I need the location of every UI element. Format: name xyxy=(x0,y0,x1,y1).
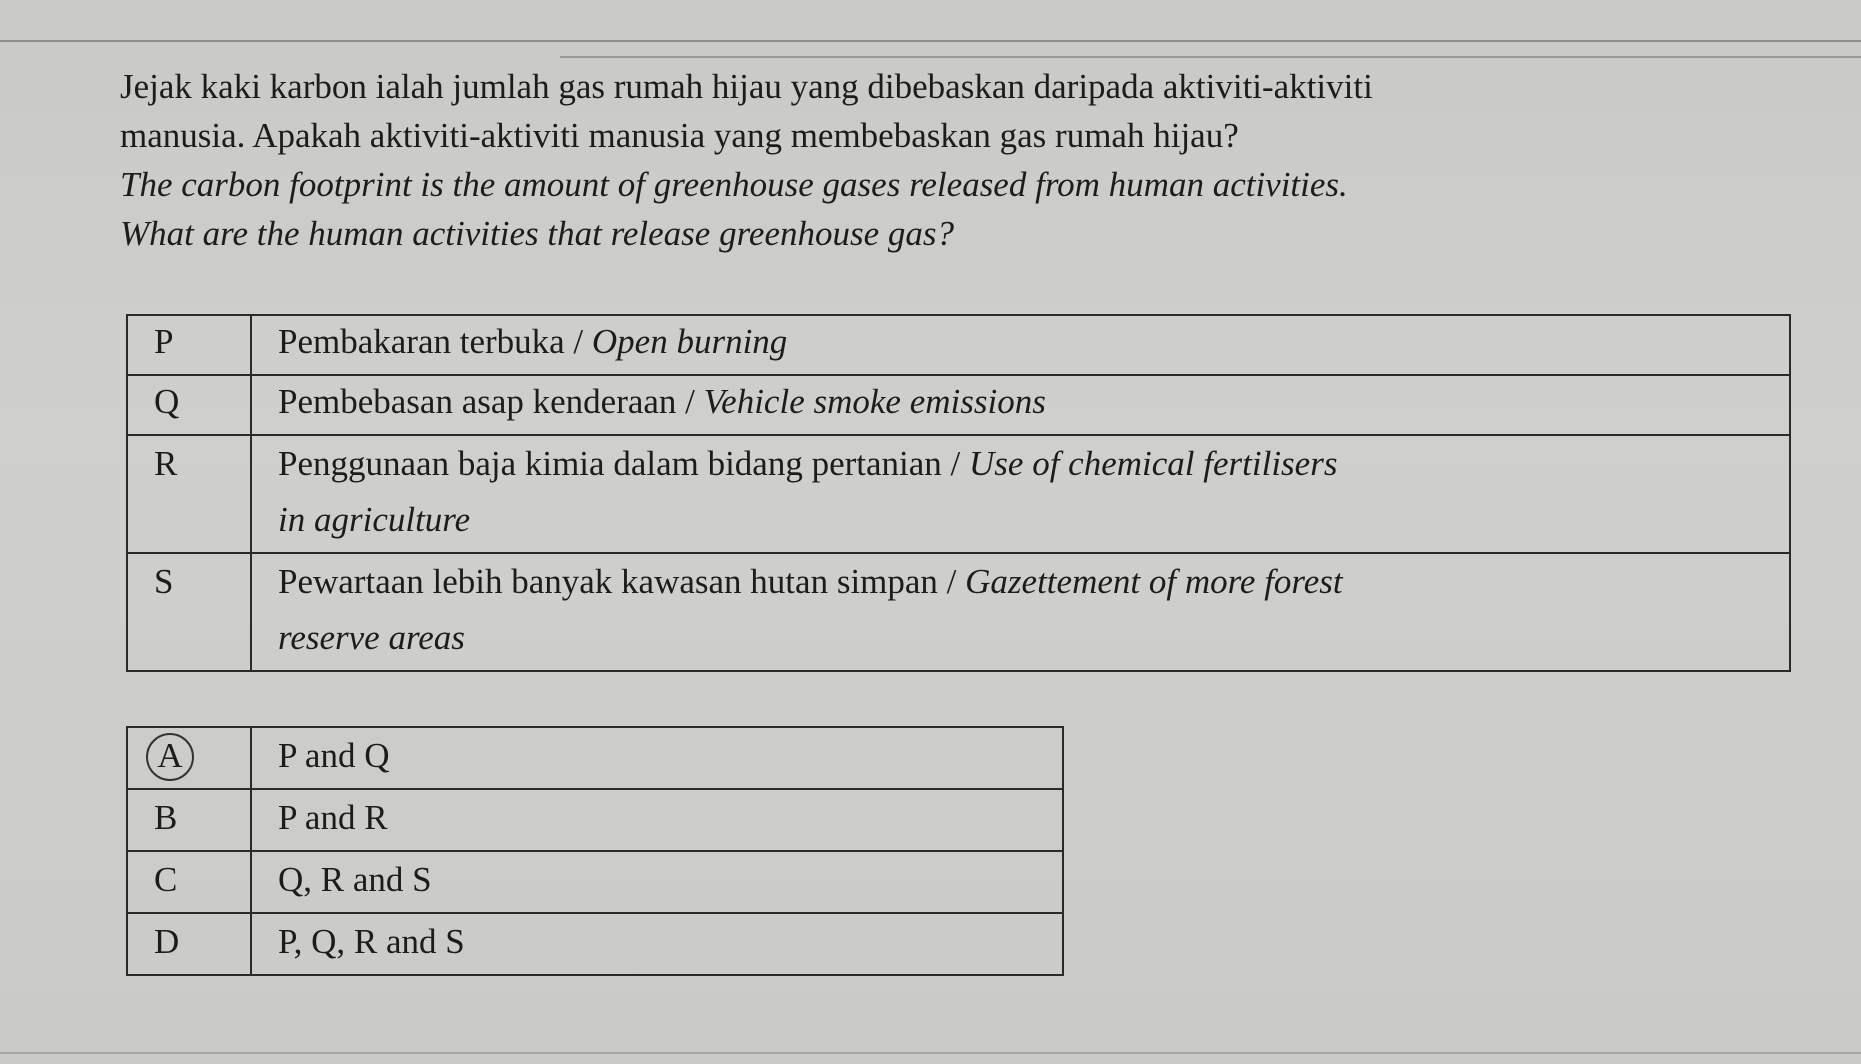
bottom-page-rule xyxy=(0,1052,1861,1054)
statement-english: Open burning xyxy=(591,322,788,361)
option-letter xyxy=(127,727,251,789)
option-text: P and Q xyxy=(251,727,1063,789)
statement-row xyxy=(127,375,1790,435)
question-malay-line-2: manusia. Apakah aktiviti-aktiviti manusia yang membebaskan gas rumah hijau? xyxy=(120,116,1239,155)
statement-text xyxy=(251,553,1790,671)
statement-malay: Pembakaran terbuka / xyxy=(278,322,592,361)
option-row-a[interactable] xyxy=(127,727,1063,789)
statement-text xyxy=(251,375,1790,435)
option-text: P, Q, R and S xyxy=(251,913,1063,975)
answer-options-table xyxy=(126,726,1064,976)
question-malay-line-1: Jejak kaki karbon ialah jumlah gas rumah hijau yang dibebaskan daripada aktiviti-aktiviti xyxy=(120,67,1373,106)
statement-row xyxy=(127,553,1790,671)
statement-letter: R xyxy=(127,435,251,553)
question-english-line-2: What are the human activities that release greenhouse gas? xyxy=(120,214,955,253)
statement-english: Use of chemical fertilisers xyxy=(969,444,1338,483)
statement-english: Gazettement of more forest xyxy=(965,562,1343,601)
option-letter: D xyxy=(127,913,251,975)
option-text: Q, R and S xyxy=(251,851,1063,913)
option-row-b[interactable] xyxy=(127,789,1063,851)
statement-english: Vehicle smoke emissions xyxy=(703,382,1046,421)
statement-english-continued: in agriculture xyxy=(278,500,471,539)
statement-english-continued: reserve areas xyxy=(278,618,465,657)
question-english-line-1: The carbon footprint is the amount of greenhouse gases released from human activities. xyxy=(120,165,1348,204)
statement-text xyxy=(251,315,1790,375)
option-text: P and R xyxy=(251,789,1063,851)
statement-malay: Pembebasan asap kenderaan / xyxy=(278,382,704,421)
question-text xyxy=(120,62,1820,258)
statement-row xyxy=(127,315,1790,375)
selected-option-circle: A xyxy=(146,733,194,781)
upper-page-rule xyxy=(560,56,1861,58)
statement-text xyxy=(251,435,1790,553)
option-letter: B xyxy=(127,789,251,851)
statement-row xyxy=(127,435,1790,553)
option-row-d[interactable] xyxy=(127,913,1063,975)
statement-malay: Penggunaan baja kimia dalam bidang pertanian / xyxy=(278,444,970,483)
top-page-rule xyxy=(0,40,1861,42)
statement-letter: P xyxy=(127,315,251,375)
option-row-c[interactable] xyxy=(127,851,1063,913)
option-letter: C xyxy=(127,851,251,913)
statement-letter: S xyxy=(127,553,251,671)
statement-malay: Pewartaan lebih banyak kawasan hutan simpan / xyxy=(278,562,966,601)
statement-letter: Q xyxy=(127,375,251,435)
statements-table xyxy=(126,314,1791,672)
